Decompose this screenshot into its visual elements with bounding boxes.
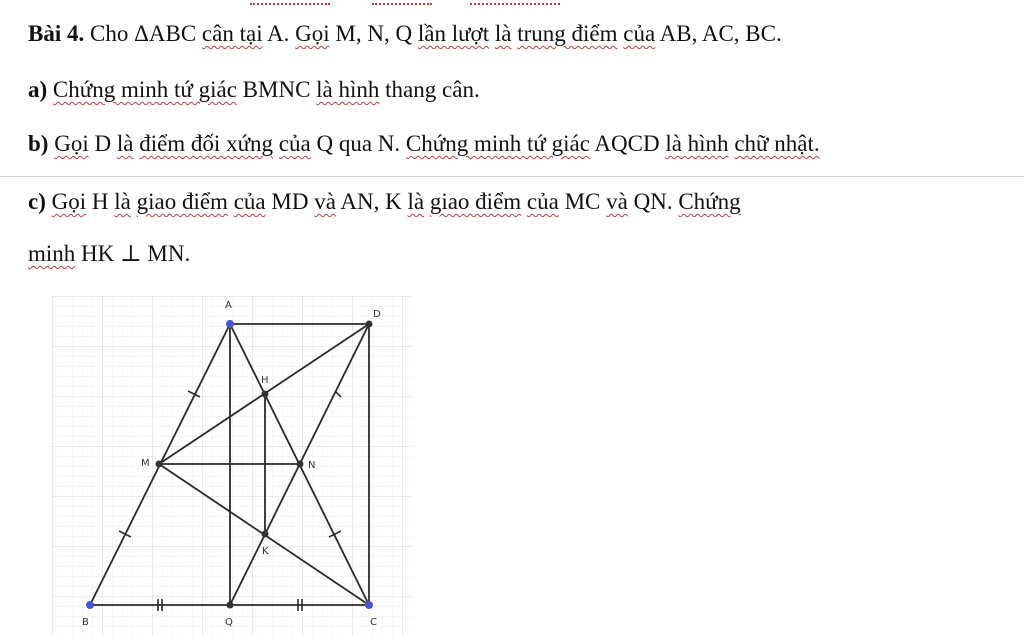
- point-b[interactable]: [86, 601, 94, 609]
- text-segment: của: [278, 131, 311, 156]
- text-segment: Cho ΔABC: [89, 21, 202, 46]
- text-segment: Q qua N.: [310, 131, 406, 156]
- text-segment: HK ⊥ MN.: [75, 241, 191, 266]
- text-segment: lần lượt: [417, 21, 490, 46]
- label-k: K: [262, 546, 269, 557]
- text-segment: là: [116, 131, 134, 156]
- text-segment: và: [314, 189, 336, 214]
- text-segment: điểm đối xứng: [139, 131, 274, 156]
- text-segment: Gọi: [54, 131, 89, 156]
- text-segment: trung điểm: [517, 21, 618, 46]
- part-c-label: c): [28, 189, 46, 214]
- text-segment: là: [494, 21, 512, 46]
- divider: [0, 176, 1024, 177]
- text-segment: của: [233, 189, 266, 214]
- text-segment: Chứng minh tứ giác: [52, 77, 237, 102]
- part-b: [28, 130, 820, 158]
- label-b: B: [82, 617, 89, 628]
- label-d: D: [373, 309, 381, 320]
- part-a-label: a): [28, 77, 48, 102]
- text-segment: MD: [265, 189, 315, 214]
- part-c-continued: [28, 240, 190, 268]
- part-b-label: b): [28, 131, 49, 156]
- text-segment: AN, K: [335, 189, 408, 214]
- point-c[interactable]: [365, 601, 373, 609]
- text-segment: của: [526, 189, 559, 214]
- label-n: N: [308, 460, 316, 471]
- label-q: Q: [225, 617, 233, 628]
- point-k[interactable]: [262, 531, 269, 538]
- text-segment: Gọi: [51, 189, 87, 214]
- point-h[interactable]: [262, 391, 269, 398]
- text-segment: minh: [28, 241, 76, 266]
- text-segment: chữ nhật.: [734, 131, 820, 156]
- text-segment: AQCD: [589, 131, 666, 156]
- point-n[interactable]: [297, 461, 304, 468]
- point-d[interactable]: [366, 321, 373, 328]
- text-segment: và: [606, 189, 628, 214]
- text-segment: giao điểm: [429, 189, 522, 214]
- text-segment: thang cân.: [379, 77, 480, 102]
- text-segment: Gọi: [295, 21, 330, 46]
- part-a: [28, 76, 480, 104]
- text-segment: QN.: [627, 189, 679, 214]
- label-c: C: [370, 617, 377, 628]
- text-segment: là hình: [316, 77, 380, 102]
- label-m: M: [141, 458, 150, 469]
- text-segment: của: [623, 21, 656, 46]
- label-h: H: [261, 375, 269, 386]
- problem-title: Bài 4.: [28, 21, 85, 46]
- text-segment: H: [86, 189, 115, 214]
- text-segment: là hình: [665, 131, 729, 156]
- point-m[interactable]: [156, 461, 163, 468]
- text-segment: BMNC: [236, 77, 317, 102]
- text-segment: MC: [558, 189, 607, 214]
- text-segment: Chứng: [678, 189, 741, 214]
- text-segment: là: [407, 189, 425, 214]
- part-c: [28, 188, 741, 216]
- text-segment: là: [114, 189, 131, 214]
- text-segment: cân tại: [201, 21, 263, 46]
- label-a: A: [225, 300, 232, 311]
- text-segment: giao điểm: [136, 189, 228, 214]
- text-segment: M, N, Q: [329, 21, 418, 46]
- point-q[interactable]: [227, 602, 234, 609]
- point-a[interactable]: [226, 320, 234, 328]
- text-segment: Chứng minh tứ giác: [405, 131, 590, 156]
- text-segment: D: [88, 131, 117, 156]
- geometry-figure: [52, 296, 412, 636]
- problem-statement: [28, 20, 782, 48]
- text-segment: A.: [262, 21, 296, 46]
- cropped-top-text: [0, 0, 1024, 6]
- text-segment: AB, AC, BC.: [655, 21, 782, 46]
